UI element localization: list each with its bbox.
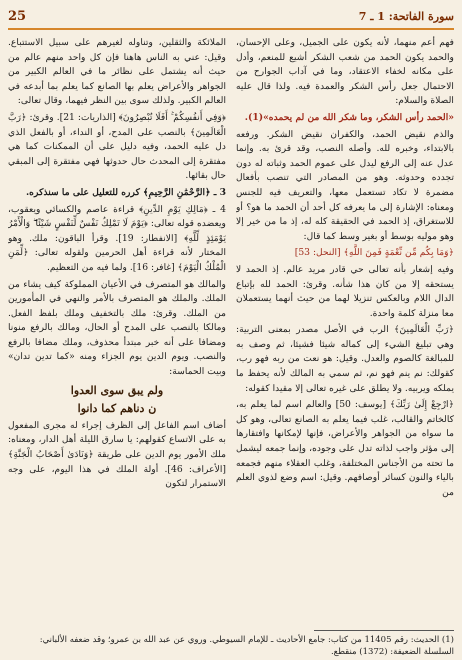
- hadith-quote: «الحمد رأس الشكر، وما شكر الله من لم يحمده»(1).: [244, 111, 454, 123]
- poetry-line: ن دناهم كما دانوا: [77, 402, 157, 416]
- left-paragraph: والمالك هو المتصرف في الأعيان المملوكة كيف يشاء من الملك. والملك هو المتصرف بالأمر والنهي في المأمورين من الملك. وقرئ: ملك بالتخفيف وملك بلفظ الفعل. ومالكا بالنصب على المدح أو الحال، ومالك بالرفع منونا ومضافا على أنه خبر مبتدأ محذوف، وملك مضافا بالرفع والنصب. ويوم الدين يوم الجزاء ومنه «كما تدين تدان» وبيت الحماسة:: [8, 278, 226, 378]
- verse-4-commentary: 4 ـ ﴿مَالِكِ يَوْمِ الدِّينِ﴾ قراءة عاصم والكسائي ويعقوب، ويعضده قوله تعالى: ﴿يَوْمَ لَا تَمْلِكُ نَفْسٌ لِّنَفْسٍ شَيْئًا ۖ وَالْأَمْرُ يَوْمَئِذٍ لِّلَّهِ﴾ [الانفطار: 19]. وقرأ الباقون: ملك. وهو المختار لأنه قراءة أهل الحرمين ولقوله تعالى: ﴿لِّمَنِ الْمُلْكُ الْيَوْمَ﴾ [غافر: 16]. ولما فيه من التعظيم.: [8, 203, 226, 273]
- right-paragraph: والذم نقيض الحمد، والكفران نقيض الشكر. ورفعه بالابتداء، وخبره لله. وأصله النصب، وقد قرئ به. وإنما عدل عنه إلى الرفع ليدل على عموم الحمد وثباته له دون تجدده وحدوثه. وهو من المصادر التي تنصب بأفعال مضمرة لا تكاد تستعمل معها، والتعريف فيه للجنس ومعناه: الإشارة إلى ما يعرفه كل أحد أن الحمد ما هو؟ أو للاستغراق، إذ الحمد في الحقيقة كله له، إذ ما من خير إلا وهو موليه بوسط أو بغير وسط كما قال:: [236, 128, 454, 242]
- footnote-text: الحديث: رقم 11405 من كتاب: جامع الأحاديث ـ للإمام السيوطي. وروي عن عبد الله بن عمرو؛ وقد ضعفه الألباني: السلسلة الضعيفة: (1372) منقطع.: [39, 635, 454, 657]
- footnote-marker: (1): [441, 635, 454, 645]
- footnote: [8, 634, 454, 658]
- left-paragraph: أضاف اسم الفاعل إلى الظرف إجراء له مجرى المفعول به على الاتساع كقولهم: يا سارق الليلة أهل الدار، ومعناه: ملك الأمور يوم الدين على طريقة ﴿وَنَادَىٰ أَصْحَابُ الْجَنَّةِ﴾ [الأعراف: 46]. أولة الملك في هذا اليوم، على وجه الاستمرار لتكون: [8, 419, 226, 490]
- right-paragraph: فهم أعم منهما، لأنه يكون على الجميل، وعلى الإحسان، والحمد يكون الحمد من شعب الشكر أشيع للمنعم، وأدل على مكانه لخفاء الاعتقاد، وما في آداب الجوارح من الاحتمال جعل رأس الشكر والعمدة فيه. ولذا قال عليه الصلاة والسلام:: [236, 37, 454, 107]
- left-paragraph: الملائكة والثقلين، وتناوله لغيرهم على سبيل الاستتباع. وقيل: عني به الناس هاهنا فإن كل واحد منهم عالم من حيث أنه يشتمل على نظائر ما في العالم الكبير من الجواهر والأعراض يعلم بها الصانع كما يعلم بما أبدعه في العالم الكبير. ولذلك سوى بين النظر فيهما، وقال تعالى:: [8, 37, 226, 107]
- left-column: [8, 36, 226, 626]
- footnote-divider: [314, 630, 454, 631]
- left-paragraph: ﴿وَفِي أَنفُسِكُمْ ۚ أَفَلَا تُبْصِرُونَ﴾ [الذاريات: 21]. وقرئ: ﴿رَبَّ الْعَالَمِينَ﴾ بالنصب على المدح، أو النداء، أو بالفعل الذي دل عليه الحمد، وفيه دليل على أن الممكنات كما هي مفتقرة إلى المحدث حال حدوثها فهي مفتقرة إلى المبقي حال بقائها.: [8, 111, 226, 182]
- page-header: [8, 6, 454, 26]
- quran-quote: ﴿وَمَا بِكُم مِّن نِّعْمَةٍ فَمِنَ اللَّهِ﴾ [النحل: 53]: [294, 247, 454, 259]
- right-paragraph: ﴿ارْجِعْ إِلَىٰ رَبِّكَ﴾ [يوسف: 50] والعالم اسم لما يعلم به، كالخاتم والقالب، غلب فيما يعلم به الصانع تعالى، وهو كل ما سواه من الجواهر والأعراض، فإنها لإمكانها وافتقارها إلى مؤثر واجب لذاته تدل على وجوده، وإنما جمعه ليشمل ما تحته من الأجناس المختلفة، وغلب العقلاء منهم فجمعه بالياء والنون كسائر أوصافهم. وقيل: اسم وضع لذوي العلم من: [236, 399, 454, 498]
- text-columns: [8, 36, 454, 626]
- right-paragraph: ﴿رَبِّ الْعَالَمِينَ﴾ الرب في الأصل مصدر بمعنى التربية: وهي تبليغ الشيء إلى كماله شيئا فشيئا، ثم وصف به للمبالغة كالصوم والعدل. وقيل: هو نعت من ربه فهو رب، كقولك: نم ينم فهو نم، ثم سمي به المالك لأنه يحفظ ما يملكه ويربيه. ولا يطلق على غيره تعالى إلا مقيدا كقوله:: [236, 324, 454, 394]
- right-paragraph: وفيه إشعار بأنه تعالى حي قادر مريد عالم. إذ الحمد لا يستحقه إلا من كان هذا شأنه. وقرئ: الحمد لله بإتباع الدال اللام وبالعكس تنزيلا لهما من حيث أنهما يستعملان معا منزلة كلمة واحدة.: [236, 263, 454, 319]
- page-number: 25: [8, 8, 27, 24]
- header-divider: [8, 28, 454, 30]
- poetry-line: ولم يبق سوى العدوا: [70, 383, 164, 397]
- verse-3-commentary: 3 ـ ﴿الرَّحْمَٰنِ الرَّحِيمِ﴾ كرره للتعليل على ما سنذكره.: [25, 186, 226, 198]
- surah-title: سورة الفاتحة: 1 ـ 7: [358, 9, 454, 23]
- right-column: [236, 36, 454, 626]
